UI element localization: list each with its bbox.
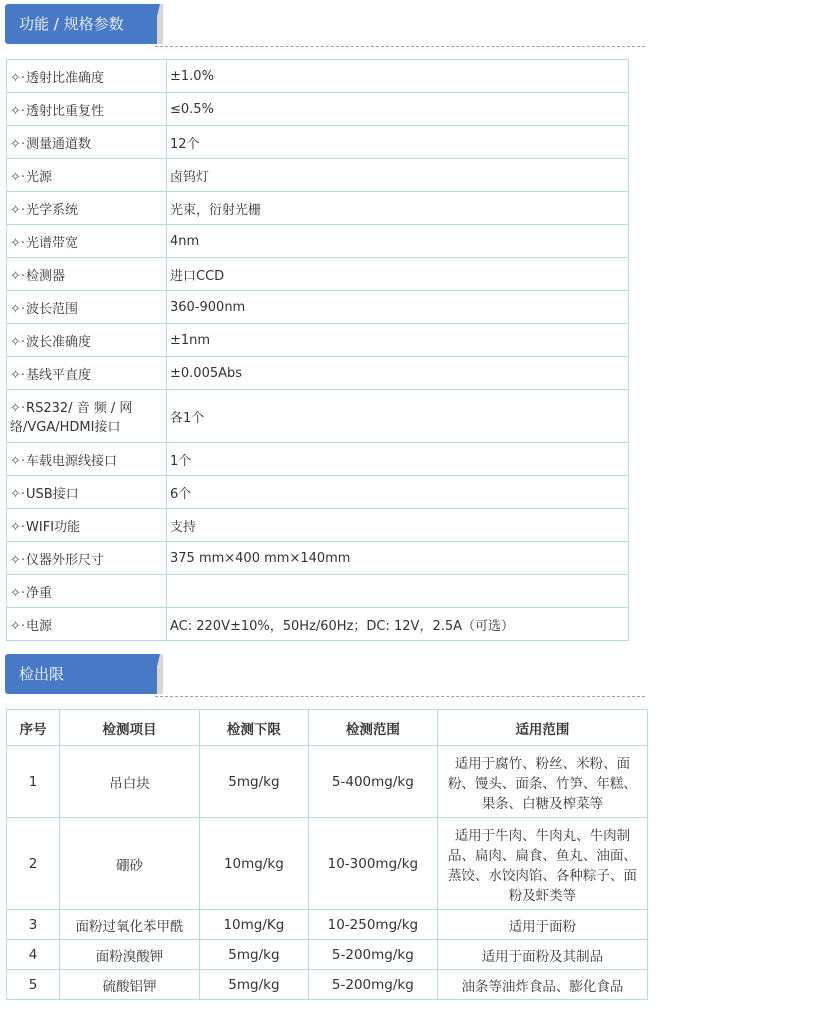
table-cell: 面粉溴酸钾 xyxy=(60,940,200,970)
spec-value: 6个 xyxy=(167,476,629,509)
spec-value: 4nm xyxy=(167,225,629,258)
table-cell: 5mg/kg xyxy=(199,940,308,970)
spec-value: 卤钨灯 xyxy=(167,159,629,192)
spec-value: ≤0.5% xyxy=(167,93,629,126)
spec-value xyxy=(167,575,629,608)
spec-label: WIFI功能 xyxy=(26,519,81,535)
bullet-icon: ✧· xyxy=(10,202,26,218)
bullet-icon: ✧· xyxy=(10,552,26,568)
spec-value: ±1nm xyxy=(167,324,629,357)
spec-label-cell xyxy=(7,291,167,324)
table-cell: 10-300mg/kg xyxy=(308,818,437,910)
spec-value: ±1.0% xyxy=(167,60,629,93)
spec-label-cell xyxy=(7,225,167,258)
bullet-icon: ✧· xyxy=(10,235,26,251)
spec-row xyxy=(7,443,629,476)
table-cell: 5 xyxy=(7,970,60,1000)
table-cell: 4 xyxy=(7,940,60,970)
bullet-icon: ✧· xyxy=(10,103,26,119)
spec-label: 基线平直度 xyxy=(26,367,92,383)
spec-label-cell xyxy=(7,93,167,126)
spec-label-cell xyxy=(7,159,167,192)
spec-value: 12个 xyxy=(167,126,629,159)
spec-label-cell xyxy=(7,126,167,159)
table-cell: 面粉过氧化苯甲酰 xyxy=(60,910,200,940)
table-cell: 硼砂 xyxy=(60,818,200,910)
spec-label: 检测器 xyxy=(26,268,66,284)
table-cell: 5-400mg/kg xyxy=(308,746,437,818)
bullet-icon: ✧· xyxy=(10,618,26,634)
column-header: 检测下限 xyxy=(199,710,308,746)
spec-label: 透射比准确度 xyxy=(26,70,105,86)
spec-label: 光学系统 xyxy=(26,202,79,218)
spec-row xyxy=(7,192,629,225)
spec-value: ±0.005Abs xyxy=(167,357,629,390)
spec-row xyxy=(7,159,629,192)
spec-value: 1个 xyxy=(167,443,629,476)
table-cell: 10-250mg/kg xyxy=(308,910,437,940)
table-cell: 1 xyxy=(7,746,60,818)
spec-label: 光源 xyxy=(26,169,53,185)
spec-label-cell xyxy=(7,443,167,476)
column-header: 检测范围 xyxy=(308,710,437,746)
spec-value: 支持 xyxy=(167,509,629,542)
bullet-icon: ✧· xyxy=(10,453,26,469)
spec-label-cell xyxy=(7,476,167,509)
section-header-detection xyxy=(5,654,645,698)
dashed-divider xyxy=(155,696,645,697)
spec-label: 测量通道数 xyxy=(26,136,92,152)
table-cell: 3 xyxy=(7,910,60,940)
table-cell: 2 xyxy=(7,818,60,910)
spec-label: 仪器外形尺寸 xyxy=(26,552,105,568)
table-row xyxy=(7,746,648,818)
spec-label: 电源 xyxy=(26,618,53,634)
spec-label-cell xyxy=(7,509,167,542)
tab-slant xyxy=(150,654,160,694)
table-cell: 适用于腐竹、粉丝、米粉、面粉、馒头、面条、竹笋、年糕、果条、白糖及榨菜等 xyxy=(437,746,647,818)
section-header-specs xyxy=(5,4,645,48)
section-title-detection: 检出限 xyxy=(5,654,157,694)
table-cell: 5mg/kg xyxy=(199,746,308,818)
spec-label: 车载电源线接口 xyxy=(26,453,118,469)
bullet-icon: ✧· xyxy=(10,585,26,601)
table-cell: 吊白块 xyxy=(60,746,200,818)
spec-row xyxy=(7,476,629,509)
spec-row xyxy=(7,542,629,575)
detection-limit-table xyxy=(6,709,648,1000)
bullet-icon: ✧· xyxy=(10,401,26,416)
spec-value: AC: 220V±10%，50Hz/60Hz；DC: 12V，2.5A（可选） xyxy=(167,608,629,641)
column-header: 检测项目 xyxy=(60,710,200,746)
spec-row xyxy=(7,126,629,159)
spec-label: RS232/ 音 频 / 网络/VGA/HDMI接口 xyxy=(10,401,133,435)
table-cell: 5-200mg/kg xyxy=(308,970,437,1000)
table-cell: 10mg/kg xyxy=(199,818,308,910)
spec-row xyxy=(7,258,629,291)
table-cell: 10mg/Kg xyxy=(199,910,308,940)
table-row xyxy=(7,910,648,940)
table-cell: 适用于牛肉、牛肉丸、牛肉制品、扁肉、扁食、鱼丸、油面、蒸饺、水饺肉馅、各种粽子、面粉及虾类等 xyxy=(437,818,647,910)
table-cell: 适用于面粉及其制品 xyxy=(437,940,647,970)
spec-label-cell xyxy=(7,60,167,93)
table-cell: 5-200mg/kg xyxy=(308,940,437,970)
table-row xyxy=(7,940,648,970)
spec-label-cell xyxy=(7,390,167,443)
table-cell: 适用于面粉 xyxy=(437,910,647,940)
bullet-icon: ✧· xyxy=(10,136,26,152)
spec-row xyxy=(7,357,629,390)
table-row xyxy=(7,818,648,910)
spec-row xyxy=(7,608,629,641)
bullet-icon: ✧· xyxy=(10,301,26,317)
spec-row xyxy=(7,390,629,443)
spec-row xyxy=(7,575,629,608)
column-header: 适用范围 xyxy=(437,710,647,746)
spec-row xyxy=(7,324,629,357)
spec-label: 透射比重复性 xyxy=(26,103,105,119)
column-header: 序号 xyxy=(7,710,60,746)
bullet-icon: ✧· xyxy=(10,486,26,502)
bullet-icon: ✧· xyxy=(10,519,26,535)
spec-value: 各1个 xyxy=(167,390,629,443)
table-cell: 硫酸铝钾 xyxy=(60,970,200,1000)
bullet-icon: ✧· xyxy=(10,70,26,86)
spec-value: 光束，衍射光栅 xyxy=(167,192,629,225)
spec-value: 进口CCD xyxy=(167,258,629,291)
bullet-icon: ✧· xyxy=(10,367,26,383)
spec-row xyxy=(7,60,629,93)
spec-label: 净重 xyxy=(26,585,53,601)
spec-label: USB接口 xyxy=(26,486,79,502)
spec-label-cell xyxy=(7,258,167,291)
spec-table xyxy=(6,59,629,641)
spec-row xyxy=(7,225,629,258)
bullet-icon: ✧· xyxy=(10,334,26,350)
table-row xyxy=(7,970,648,1000)
dashed-divider xyxy=(155,46,645,47)
section-title-specs: 功能 / 规格参数 xyxy=(5,4,157,44)
spec-label: 波长范围 xyxy=(26,301,79,317)
spec-label: 波长准确度 xyxy=(26,334,92,350)
spec-label-cell xyxy=(7,192,167,225)
table-cell: 5mg/kg xyxy=(199,970,308,1000)
spec-row xyxy=(7,93,629,126)
tab-slant xyxy=(150,4,160,44)
spec-label-cell xyxy=(7,357,167,390)
spec-label-cell xyxy=(7,324,167,357)
bullet-icon: ✧· xyxy=(10,169,26,185)
spec-value: 375 mm×400 mm×140mm xyxy=(167,542,629,575)
spec-label: 光谱带宽 xyxy=(26,235,79,251)
spec-value: 360-900nm xyxy=(167,291,629,324)
table-cell: 油条等油炸食品、膨化食品 xyxy=(437,970,647,1000)
bullet-icon: ✧· xyxy=(10,268,26,284)
table-header-row xyxy=(7,710,648,746)
spec-row xyxy=(7,509,629,542)
spec-label-cell xyxy=(7,542,167,575)
spec-label-cell xyxy=(7,608,167,641)
spec-row xyxy=(7,291,629,324)
spec-label-cell xyxy=(7,575,167,608)
